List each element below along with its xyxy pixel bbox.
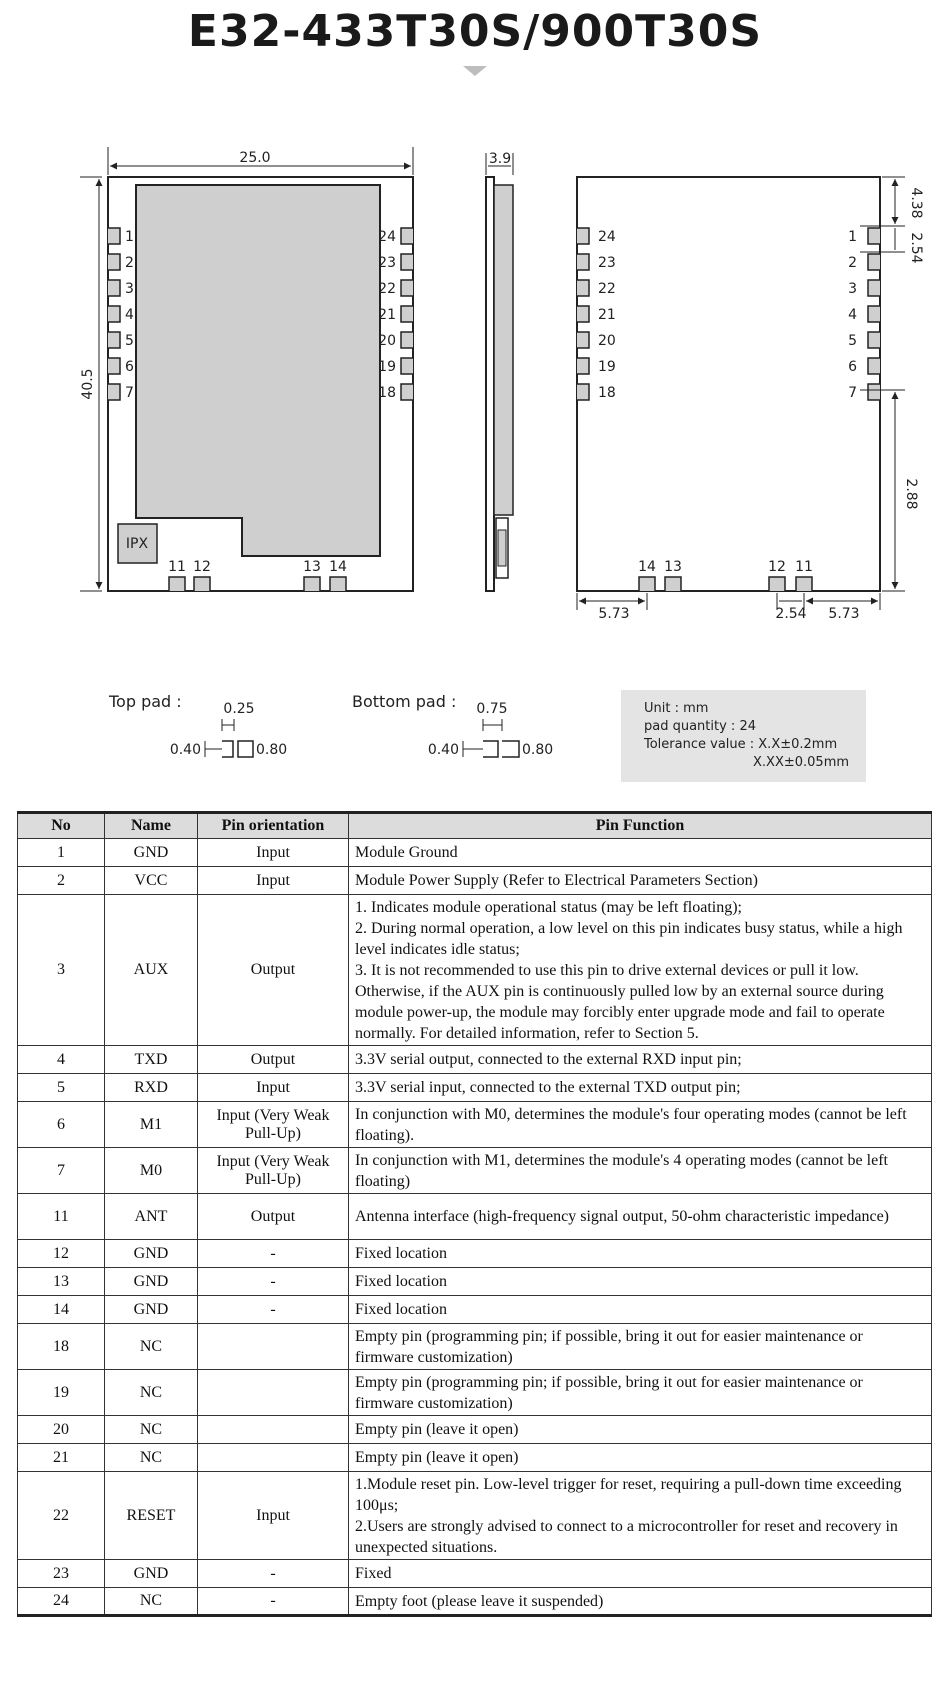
side-thickness-dim: 3.9 xyxy=(488,151,512,167)
top-left-pin-1: 1 xyxy=(125,229,134,245)
pin-pad xyxy=(868,358,880,374)
pin-function-line: Empty pin (programming pin; if possible, bring it out for easier maintenance or firmware customization) xyxy=(355,1327,863,1366)
bottom-bottom-pin-14: 14 xyxy=(638,559,656,575)
pin-function-line: Module Power Supply (Refer to Electrical Parameters Section) xyxy=(355,872,758,889)
pin-orientation: - xyxy=(198,1268,349,1296)
pin-pad xyxy=(401,358,413,374)
pin-function xyxy=(349,1444,932,1472)
pin-number: 19 xyxy=(18,1370,105,1416)
dim-pin-pitch: 2.54 xyxy=(908,232,924,264)
pin-number: 5 xyxy=(18,1074,105,1102)
pin-function xyxy=(349,1370,932,1416)
bottom-pad-label: Bottom pad : xyxy=(352,692,457,711)
top-left-pin-3: 3 xyxy=(125,281,134,297)
top-view xyxy=(80,147,413,591)
bottom-bottom-pin-13: 13 xyxy=(664,559,682,575)
bottom-left-pin-24: 24 xyxy=(598,229,616,245)
pin-function-line: 3. It is not recommended to use this pin to drive external devices or pull it low. Otherwise, if the AUX pin is continuously pulled low by an external source during module power-up, the module may forcibly enter upgrade mode and fail to operate normally. For detailed information, refer to Section 5. xyxy=(355,961,885,1042)
unit-text: Unit : mm xyxy=(644,701,709,716)
top-right-pin-20: 20 xyxy=(378,333,396,349)
pin-name: NC xyxy=(105,1324,198,1370)
pin-function xyxy=(349,1560,932,1588)
dimension-drawing xyxy=(0,0,950,800)
header-name: Name xyxy=(105,813,198,839)
table-row xyxy=(18,1102,932,1148)
pin-pad xyxy=(868,306,880,322)
pin-orientation: Input xyxy=(198,839,349,867)
bottom-right-pin-4: 4 xyxy=(848,307,857,323)
pin-pad xyxy=(665,577,681,591)
pin-pad xyxy=(330,577,346,591)
pin-function-line: Empty pin (programming pin; if possible, bring it out for easier maintenance or firmware customization) xyxy=(355,1373,863,1412)
bottom-left-pin-21: 21 xyxy=(598,307,616,323)
pin-function xyxy=(349,867,932,895)
pin-name: ANT xyxy=(105,1194,198,1240)
pin-function-line: In conjunction with M1, determines the module's 4 operating modes (cannot be left floating) xyxy=(355,1151,888,1190)
pin-number: 24 xyxy=(18,1588,105,1616)
top-right-pin-21: 21 xyxy=(378,307,396,323)
pin-function xyxy=(349,1588,932,1616)
bottom-pad-left: 0.40 xyxy=(427,742,459,758)
pin-number: 6 xyxy=(18,1102,105,1148)
pin-function-line: 1.Module reset pin. Low-level trigger for reset, requiring a pull-down time exceeding 100μs; xyxy=(355,1475,902,1514)
table-row xyxy=(18,1472,932,1560)
pin-function-line: Fixed location xyxy=(355,1273,447,1290)
pin-orientation xyxy=(198,1416,349,1444)
tolerance-text-1: Tolerance value : X.X±0.2mm xyxy=(644,737,838,752)
pin-number: 12 xyxy=(18,1240,105,1268)
pin-pad xyxy=(868,280,880,296)
pin-function-line: Module Ground xyxy=(355,844,458,861)
ipx-label: IPX xyxy=(125,536,149,552)
bottom-view xyxy=(577,177,924,622)
bottom-right-pin-7: 7 xyxy=(848,385,857,401)
pin-function-table xyxy=(17,811,932,1617)
pin-number: 11 xyxy=(18,1194,105,1240)
table-row xyxy=(18,867,932,895)
pin-number: 3 xyxy=(18,895,105,1046)
pin-function xyxy=(349,1296,932,1324)
pin-orientation: - xyxy=(198,1296,349,1324)
bottom-right-pin-1: 1 xyxy=(848,229,857,245)
pin-function-line: Fixed location xyxy=(355,1301,447,1318)
pin-pad xyxy=(108,332,120,348)
table-row xyxy=(18,1240,932,1268)
pin-name: M1 xyxy=(105,1102,198,1148)
pin-name: TXD xyxy=(105,1046,198,1074)
pin-function xyxy=(349,1194,932,1240)
bottom-right-pin-5: 5 xyxy=(848,333,857,349)
table-row xyxy=(18,1296,932,1324)
pin-name: M0 xyxy=(105,1148,198,1194)
bottom-left-pin-22: 22 xyxy=(598,281,616,297)
table-row xyxy=(18,1370,932,1416)
dim-left-offset: 5.73 xyxy=(598,606,630,622)
pin-pad xyxy=(577,280,589,296)
pin-function-line: 3.3V serial output, connected to the external RXD input pin; xyxy=(355,1051,742,1068)
pin-name: RESET xyxy=(105,1472,198,1560)
pin-pad xyxy=(577,254,589,270)
pin-pad xyxy=(577,332,589,348)
pin-pad xyxy=(108,358,120,374)
pin-number: 14 xyxy=(18,1296,105,1324)
pin-pad xyxy=(304,577,320,591)
top-left-pin-7: 7 xyxy=(125,385,134,401)
pin-orientation: Input xyxy=(198,867,349,895)
tolerance-text-2: X.XX±0.05mm xyxy=(753,755,850,770)
pin-function xyxy=(349,1268,932,1296)
pin-orientation: Output xyxy=(198,895,349,1046)
pin-pad xyxy=(868,384,880,400)
pin-pad xyxy=(639,577,655,591)
pin-orientation: Input xyxy=(198,1472,349,1560)
dim-bottom-pitch: 2.54 xyxy=(775,606,807,622)
pin-name: GND xyxy=(105,1296,198,1324)
pin-number: 7 xyxy=(18,1148,105,1194)
table-row xyxy=(18,1324,932,1370)
pin-function-line: Fixed location xyxy=(355,1245,447,1262)
pin-pad xyxy=(401,332,413,348)
top-pad-left: 0.40 xyxy=(169,742,201,758)
bottom-right-pin-2: 2 xyxy=(848,255,857,271)
pin-pad xyxy=(401,384,413,400)
table-row xyxy=(18,1148,932,1194)
bottom-right-pin-3: 3 xyxy=(848,281,857,297)
pin-orientation: Output xyxy=(198,1194,349,1240)
top-pad-detail xyxy=(170,701,287,758)
header-no: No xyxy=(18,813,105,839)
top-left-pin-2: 2 xyxy=(125,255,134,271)
pin-function xyxy=(349,895,932,1046)
bottom-pad-right: 0.80 xyxy=(522,742,554,758)
pin-pad xyxy=(401,306,413,322)
pin-pad xyxy=(868,254,880,270)
pin-orientation xyxy=(198,1324,349,1370)
pin-name: NC xyxy=(105,1370,198,1416)
top-right-pin-23: 23 xyxy=(378,255,396,271)
bottom-left-pin-19: 19 xyxy=(598,359,616,375)
top-bottom-pin-14: 14 xyxy=(329,559,347,575)
bottom-left-pin-20: 20 xyxy=(598,333,616,349)
pin-pad xyxy=(108,384,120,400)
pin-pad xyxy=(401,254,413,270)
pin-function-line: Antenna interface (high-frequency signal output, 50-ohm characteristic impedance) xyxy=(355,1208,889,1225)
pin-pad xyxy=(108,306,120,322)
pin-orientation: Output xyxy=(198,1046,349,1074)
pin-function-line: Fixed xyxy=(355,1565,392,1582)
header-function: Pin Function xyxy=(349,813,932,839)
pin-orientation: - xyxy=(198,1588,349,1616)
top-bottom-pin-12: 12 xyxy=(193,559,211,575)
table-row xyxy=(18,1046,932,1074)
pin-function-line: Empty pin (leave it open) xyxy=(355,1449,519,1466)
pin-number: 22 xyxy=(18,1472,105,1560)
pin-function xyxy=(349,1148,932,1194)
top-right-pin-24: 24 xyxy=(378,229,396,245)
pin-name: NC xyxy=(105,1444,198,1472)
pin-pad xyxy=(577,358,589,374)
pin-function xyxy=(349,1324,932,1370)
pad-quantity-text: pad quantity : 24 xyxy=(644,719,756,734)
pin-function-line: 2. During normal operation, a low level on this pin indicates busy status, while a high level indicates idle status; xyxy=(355,919,903,958)
pin-number: 13 xyxy=(18,1268,105,1296)
pin-function xyxy=(349,1240,932,1268)
top-right-pin-19: 19 xyxy=(378,359,396,375)
pin-number: 20 xyxy=(18,1416,105,1444)
pin-pad xyxy=(108,254,120,270)
pin-orientation: - xyxy=(198,1240,349,1268)
dim-lower-offset: 2.88 xyxy=(903,478,919,510)
pin-name: VCC xyxy=(105,867,198,895)
bottom-left-pin-18: 18 xyxy=(598,385,616,401)
pin-pad xyxy=(577,306,589,322)
top-right-pin-18: 18 xyxy=(378,385,396,401)
pin-pad xyxy=(577,228,589,244)
top-bottom-pin-11: 11 xyxy=(168,559,186,575)
pin-number: 18 xyxy=(18,1324,105,1370)
page-title: E32-433T30S/900T30S xyxy=(187,6,763,57)
table-row xyxy=(18,1588,932,1616)
top-pad-width: 0.25 xyxy=(223,701,255,717)
bottom-right-pin-6: 6 xyxy=(848,359,857,375)
top-bottom-pin-13: 13 xyxy=(303,559,321,575)
pin-function-line: 3.3V serial input, connected to the external TXD output pin; xyxy=(355,1079,741,1096)
pin-orientation: Input (Very Weak Pull-Up) xyxy=(198,1148,349,1194)
pin-pad xyxy=(796,577,812,591)
header-orientation: Pin orientation xyxy=(198,813,349,839)
pin-pad xyxy=(577,384,589,400)
table-row xyxy=(18,895,932,1046)
pin-pad xyxy=(108,280,120,296)
pin-function-line: Empty foot (please leave it suspended) xyxy=(355,1592,604,1610)
top-left-pin-5: 5 xyxy=(125,333,134,349)
pin-orientation xyxy=(198,1444,349,1472)
top-pad-right: 0.80 xyxy=(256,742,288,758)
pin-number: 1 xyxy=(18,839,105,867)
side-view xyxy=(486,151,513,591)
pin-pad xyxy=(169,577,185,591)
pin-pad xyxy=(868,332,880,348)
pin-name: AUX xyxy=(105,895,198,1046)
bottom-bottom-pin-12: 12 xyxy=(768,559,786,575)
pin-function-line: Empty pin (leave it open) xyxy=(355,1421,519,1438)
table-row xyxy=(18,1444,932,1472)
table-row xyxy=(18,1074,932,1102)
pin-name: NC xyxy=(105,1588,198,1616)
table-row xyxy=(18,1268,932,1296)
pin-function xyxy=(349,839,932,867)
bottom-pad-width: 0.75 xyxy=(476,701,508,717)
pin-number: 2 xyxy=(18,867,105,895)
pin-function-line: 2.Users are strongly advised to connect to a microcontroller for reset and recovery in unexpected situations. xyxy=(355,1517,898,1556)
pin-orientation: Input xyxy=(198,1074,349,1102)
pin-number: 21 xyxy=(18,1444,105,1472)
pin-function-line: In conjunction with M0, determines the module's four operating modes (cannot be left floating). xyxy=(355,1105,907,1144)
pin-pad xyxy=(769,577,785,591)
table-row xyxy=(18,839,932,867)
pin-name: GND xyxy=(105,839,198,867)
pin-number: 4 xyxy=(18,1046,105,1074)
pin-name: GND xyxy=(105,1240,198,1268)
pin-function xyxy=(349,1472,932,1560)
pin-orientation xyxy=(198,1370,349,1416)
bottom-left-pin-23: 23 xyxy=(598,255,616,271)
top-left-pin-4: 4 xyxy=(125,307,134,323)
pin-pad xyxy=(194,577,210,591)
top-view-shield xyxy=(136,185,380,556)
units-box xyxy=(621,690,866,782)
pin-function xyxy=(349,1046,932,1074)
top-pad-label: Top pad : xyxy=(109,692,182,711)
pin-name: RXD xyxy=(105,1074,198,1102)
top-right-pin-22: 22 xyxy=(378,281,396,297)
pin-pad xyxy=(108,228,120,244)
top-left-pin-6: 6 xyxy=(125,359,134,375)
pin-function xyxy=(349,1074,932,1102)
table-row xyxy=(18,1560,932,1588)
pin-function xyxy=(349,1416,932,1444)
pin-name: NC xyxy=(105,1416,198,1444)
pin-pad xyxy=(401,228,413,244)
top-height-dim: 40.5 xyxy=(80,368,96,400)
bottom-view-outline xyxy=(577,177,880,591)
dim-right-offset: 5.73 xyxy=(828,606,860,622)
pin-pad xyxy=(868,228,880,244)
pin-pad xyxy=(401,280,413,296)
pin-name: GND xyxy=(105,1268,198,1296)
pin-function xyxy=(349,1102,932,1148)
top-width-dim: 25.0 xyxy=(239,150,271,166)
pin-number: 23 xyxy=(18,1560,105,1588)
pin-orientation: - xyxy=(198,1560,349,1588)
pin-name: GND xyxy=(105,1560,198,1588)
table-row xyxy=(18,1416,932,1444)
pin-function-line: 1. Indicates module operational status (may be left floating); xyxy=(355,898,742,916)
bottom-bottom-pin-11: 11 xyxy=(795,559,813,575)
dim-top-offset: 4.38 xyxy=(908,187,924,219)
pin-orientation: Input (Very Weak Pull-Up) xyxy=(198,1102,349,1148)
table-row xyxy=(18,1194,932,1240)
